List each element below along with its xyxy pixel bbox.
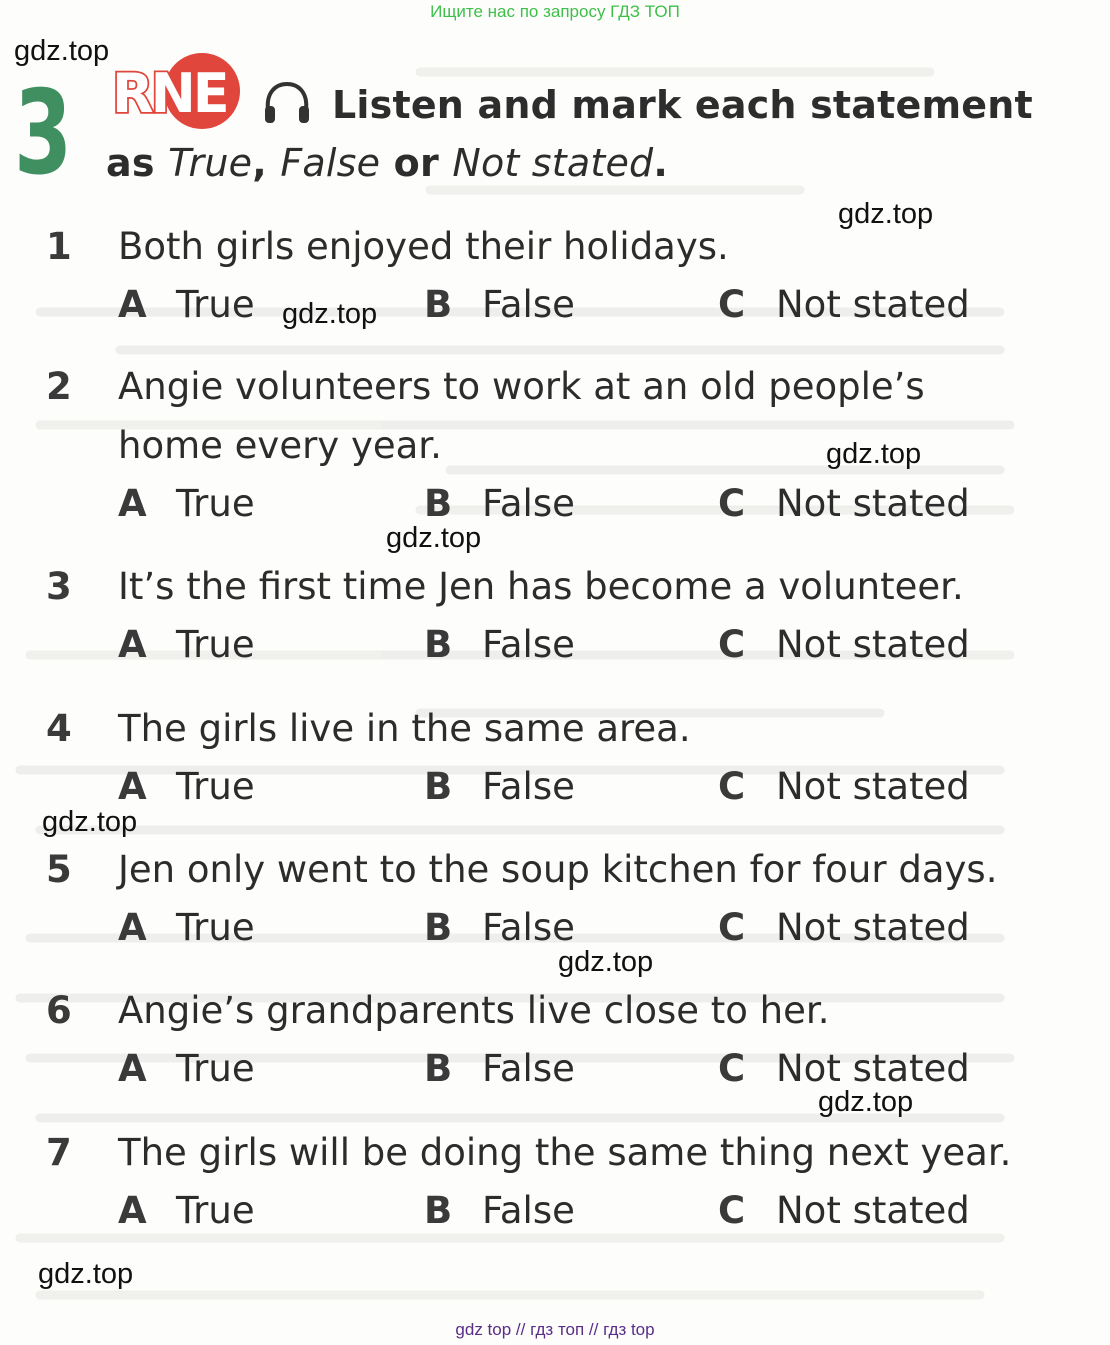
option-letter-a[interactable]: A [118,283,147,326]
search-banner: Ищите нас по запросу ГДЗ ТОП [430,2,680,21]
option-letter-a[interactable]: A [118,1047,147,1090]
option-text-not-stated[interactable]: Not stated [776,623,970,666]
option-letter-b[interactable]: B [424,283,453,326]
option-text-true[interactable]: True [176,482,255,525]
option-text-true[interactable]: True [176,1189,255,1232]
option-letter-c[interactable]: C [718,906,746,949]
option-letter-b[interactable]: B [424,1047,453,1090]
option-letter-a[interactable]: A [118,906,147,949]
option-letter-a[interactable]: A [118,1189,147,1232]
question-text: Both girls enjoyed their holidays. [118,225,729,268]
option-text-true[interactable]: True [176,623,255,666]
watermark: gdz.top [826,438,922,470]
question-text: It’s the first time Jen has become a volunteer. [118,565,964,608]
option-text-false[interactable]: False [482,906,575,949]
option-letter-c[interactable]: C [718,1047,746,1090]
watermark: gdz.top [838,198,934,230]
option-letter-c[interactable]: C [718,1189,746,1232]
option-text-true[interactable]: True [176,906,255,949]
option-text-false[interactable]: False [482,1047,575,1090]
question-text: home every year. [118,424,442,467]
question-text: The girls live in the same area. [118,707,691,750]
question-number: 1 [46,225,72,268]
watermark: gdz.top [818,1086,914,1118]
question-text: Jen only went to the soup kitchen for four days. [118,848,998,891]
question-number: 6 [46,989,72,1032]
watermark: gdz.top [282,298,378,330]
option-letter-a[interactable]: A [118,623,147,666]
option-letter-b[interactable]: B [424,1189,453,1232]
option-text-false[interactable]: False [482,482,575,525]
watermark: gdz.top [38,1258,134,1290]
option-letter-c[interactable]: C [718,283,746,326]
option-letter-b[interactable]: B [424,482,453,525]
watermark: gdz.top [386,522,482,554]
option-text-true[interactable]: True [176,283,255,326]
option-text-not-stated[interactable]: Not stated [776,765,970,808]
option-text-true[interactable]: True [176,765,255,808]
headphones-icon [262,80,312,126]
option-letter-b[interactable]: B [424,906,453,949]
watermark: gdz.top [558,946,654,978]
watermark: gdz.top [14,35,110,67]
option-letter-b[interactable]: B [424,623,453,666]
option-letter-c[interactable]: C [718,623,746,666]
question-text: The girls will be doing the same thing next year. [118,1131,1012,1174]
svg-text:RNE: RNE [112,62,227,125]
question-number: 2 [46,365,72,408]
watermark: gdz.top [42,806,138,838]
question-text: Angie’s grandparents live close to her. [118,989,830,1032]
question-number: 7 [46,1131,72,1174]
question-number: 5 [46,848,72,891]
option-text-not-stated[interactable]: Not stated [776,482,970,525]
option-letter-b[interactable]: B [424,765,453,808]
option-text-not-stated[interactable]: Not stated [776,906,970,949]
instruction-line-2: as True, False or Not stated. [106,141,669,185]
instruction-line-1: Listen and mark each statement [332,83,1033,127]
option-text-false[interactable]: False [482,765,575,808]
exercise-number: 3 [14,66,73,201]
option-text-not-stated[interactable]: Not stated [776,1189,970,1232]
option-text-false[interactable]: False [482,1189,575,1232]
option-letter-c[interactable]: C [718,482,746,525]
question-text: Angie volunteers to work at an old people’s [118,365,925,408]
option-letter-a[interactable]: A [118,765,147,808]
rne-logo [110,52,244,130]
option-text-false[interactable]: False [482,623,575,666]
option-text-not-stated[interactable]: Not stated [776,283,970,326]
option-text-true[interactable]: True [176,1047,255,1090]
option-letter-a[interactable]: A [118,482,147,525]
question-number: 4 [46,707,72,750]
question-number: 3 [46,565,72,608]
option-text-not-stated[interactable]: Not stated [776,1047,970,1090]
option-letter-c[interactable]: C [718,765,746,808]
footer-links: gdz top // гдз топ // гдз top [455,1320,655,1339]
option-text-false[interactable]: False [482,283,575,326]
